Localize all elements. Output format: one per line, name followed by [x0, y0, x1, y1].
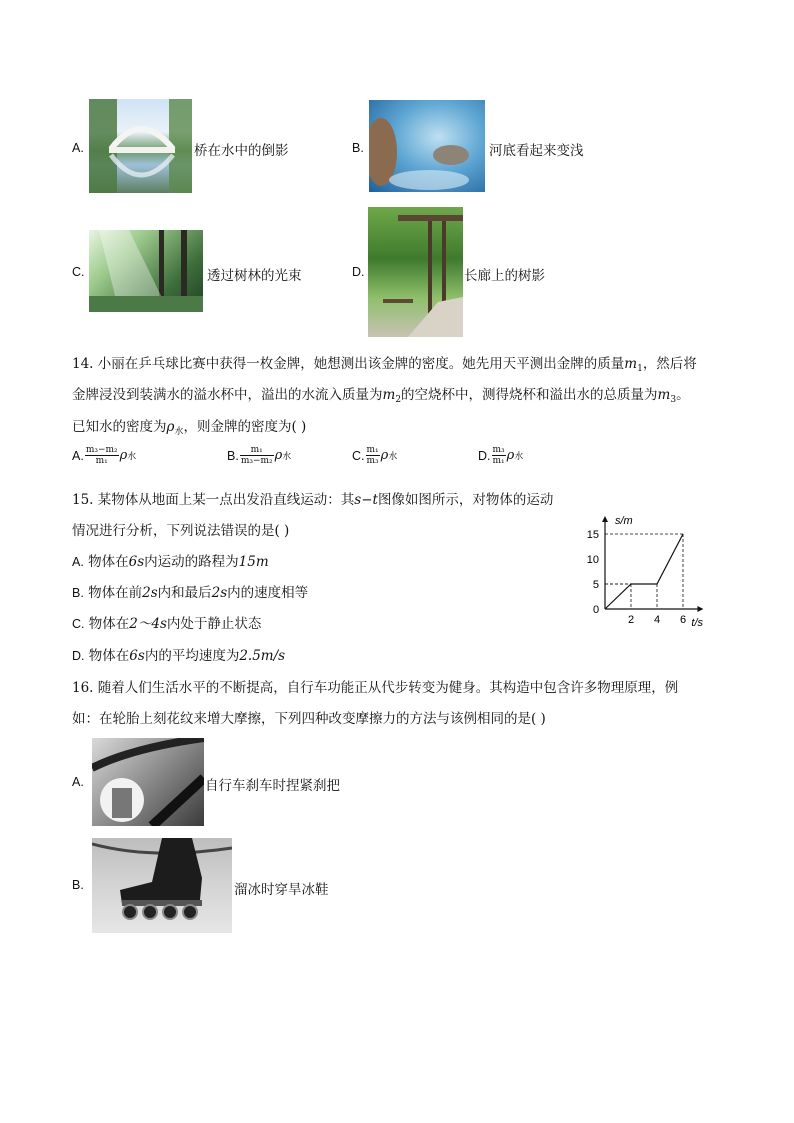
y-tick-label: 5: [592, 579, 599, 591]
option-letter: B.: [72, 878, 84, 892]
option-letter: C.: [72, 265, 85, 279]
q14-line-2: 金牌浸没到装满水的溢水杯中，溢出的水流入质量为$m_2$的空烧杯中，测得烧杯和溢出水的总质量为$m_3$。: [72, 387, 690, 405]
x-axis-label: t/s: [691, 617, 704, 629]
q16-line-2: 如：在轮胎上刻花纹来增大摩擦，下列四种改变摩擦力的方法与该例相同的是( ): [72, 711, 546, 727]
option-caption: 长廊上的树影: [464, 268, 545, 284]
option-letter: D.: [352, 265, 365, 279]
option-caption: 自行车刹车时捏紧刹把: [205, 778, 340, 794]
fraction: $\frac{\text{m₁}}{\text{m₃}}$: [366, 445, 379, 466]
q15-line-2: 情况进行分析，下列说法错误的是( ): [72, 523, 290, 539]
origin-label: 0: [593, 604, 600, 616]
riverbed-stone-photo: [369, 100, 485, 192]
q14-line-3: 已知水的密度为$\rho_水$，则金牌的密度为( ): [72, 419, 307, 437]
bridge-reflection-photo: [89, 99, 192, 193]
roller-skate-photo: [92, 838, 232, 933]
forest-light-beam-photo: [89, 230, 203, 312]
corridor-tree-shadow-photo: [368, 207, 463, 337]
x-tick-label: 4: [654, 614, 661, 626]
series-line: [605, 534, 683, 609]
q14-choice-c[interactable]: C. $\frac{\text{m₁}}{\text{m₃}}$ ρ 水: [352, 445, 398, 466]
fraction: $\frac{\text{m₁}}{\text{m₃−m₂}}$: [240, 445, 273, 466]
fraction: $\frac{\text{m₃−m₂}}{\text{m₁}}$: [85, 445, 118, 466]
fraction: $\frac{\text{m₃}}{\text{m₁}}$: [492, 445, 505, 466]
q15-choice-c[interactable]: C. 物体在2～4s内处于静止状态: [72, 616, 262, 632]
q15-choice-b[interactable]: B. 物体在前2s内和最后2s内的速度相等: [72, 585, 309, 601]
x-tick-label: 6: [680, 614, 687, 626]
q15-choice-a[interactable]: A. 物体在6s内运动的路程为15m: [72, 554, 269, 570]
option-caption: 透过树林的光束: [207, 268, 302, 284]
q14-choice-b[interactable]: B. $\frac{\text{m₁}}{\text{m₃−m₂}}$ ρ 水: [227, 445, 292, 466]
y-tick-label: 10: [586, 554, 599, 566]
q15-line-1: 15. 某物体从地面上某一点出发沿直线运动：其s−t图像如图所示，对物体的运动: [72, 492, 554, 508]
bicycle-brake-photo: [92, 738, 204, 826]
option-caption: 溜冰时穿旱冰鞋: [234, 882, 329, 898]
x-tick-label: 2: [628, 614, 635, 626]
option-caption: 河底看起来变浅: [489, 143, 584, 159]
y-tick-label: 15: [586, 529, 599, 541]
option-letter: A.: [72, 141, 84, 155]
y-axis-arrow: [602, 516, 608, 522]
q16-line-1: 16. 随着人们生活水平的不断提高，自行车功能正从代步转变为健身。其构造中包含许多物理原理，例: [72, 680, 679, 696]
q14-choice-a[interactable]: A. $\frac{\text{m₃−m₂}}{\text{m₁}}$ ρ 水: [72, 445, 137, 466]
y-axis-label: s/m: [615, 515, 633, 527]
s-t-graph: [585, 488, 735, 633]
option-letter: B.: [352, 141, 364, 155]
option-letter: A.: [72, 775, 84, 789]
q14-line-1: 14. 小丽在乒乓球比赛中获得一枚金牌，她想测出该金牌的密度。她先用天平测出金牌的质量$m_1$，然后将: [72, 356, 697, 374]
q15-choice-d[interactable]: D. 物体在6s内的平均速度为2.5m/s: [72, 648, 286, 664]
q14-choice-d[interactable]: D. $\frac{\text{m₃}}{\text{m₁}}$ ρ 水: [478, 445, 524, 466]
option-caption: 桥在水中的倒影: [194, 143, 289, 159]
x-axis-arrow: [697, 606, 703, 612]
